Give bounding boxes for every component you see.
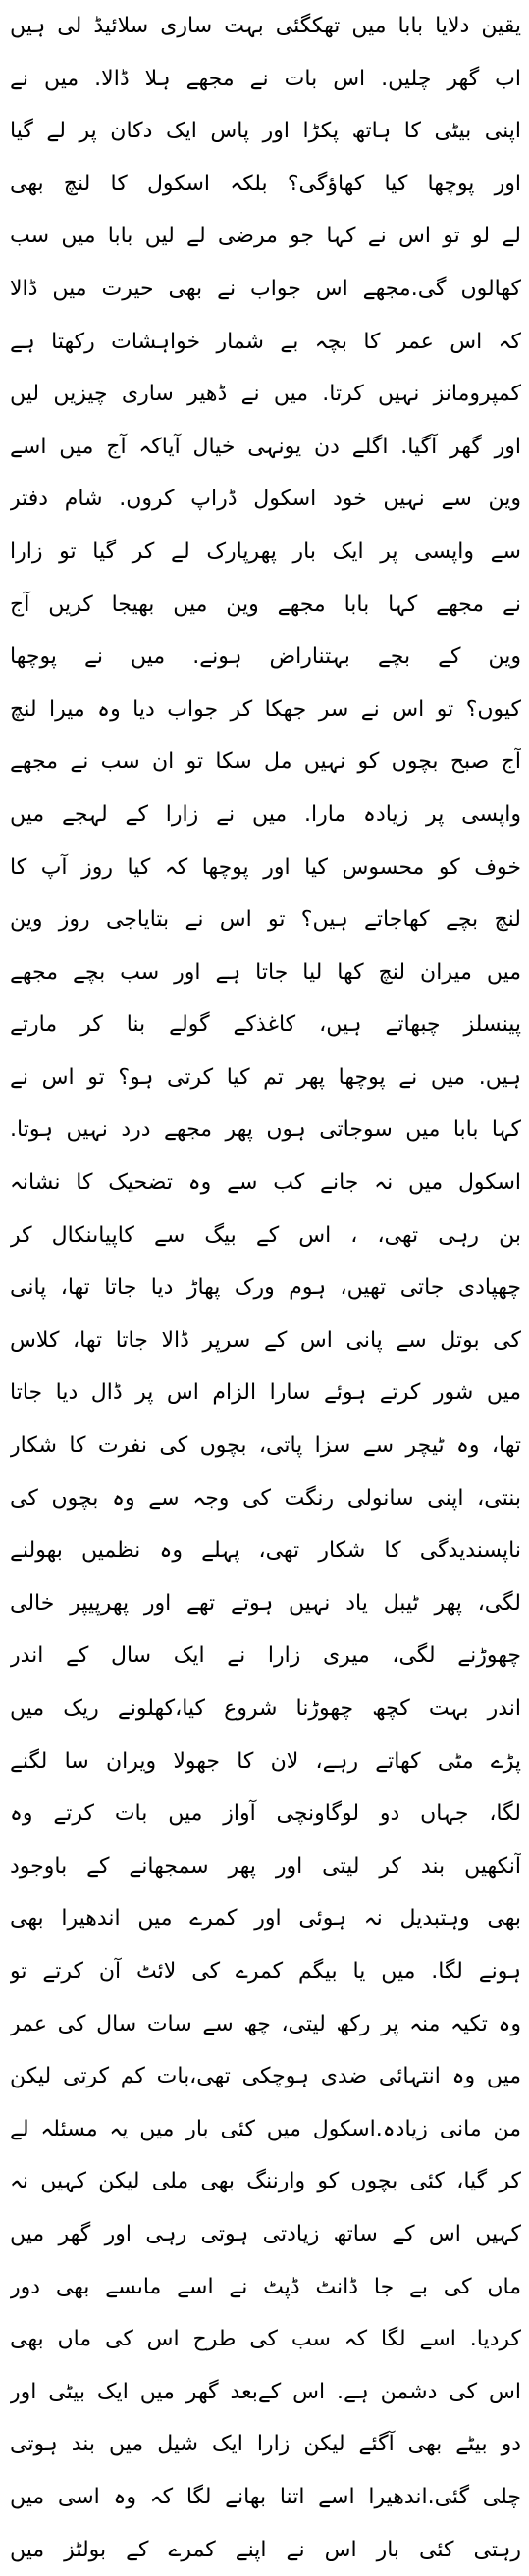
text-line: اور پوچھا کیا کھاؤگی؟ بلکہ اسکول کا لنچ بھی (10, 158, 521, 211)
text-line: اب گھر چلیں. اس بات نے مجھے ہلا ڈالا. میں نے (10, 53, 521, 106)
text-line: وہ تکیہ منہ پر رکھ لیتی، چھ سے سات سال کی عمر (10, 1998, 521, 2051)
text-line: کمپرومانز نہیں کرتا. میں نے ڈھیر ساری چیزیں لیں (10, 368, 521, 421)
text-line: وین سے نہیں خود اسکول ڈراپ کروں. شام دفتر (10, 473, 521, 526)
text-line: کہیں اس کے ساتھ زیادتی ہوتی رہی اور گھر میں (10, 2208, 521, 2261)
text-line: کر گیا، کئی بچوں کو وارننگ بھی ملی لیکن کہیں نہ (10, 2155, 521, 2208)
text-line: کھالوں گی.مجھے اس جواب نے بھی حیرت میں ڈالا (10, 263, 521, 316)
text-line: ہیں. میں نے پوچھا پھر تم کیا کرتی ہو؟ تو اس نے (10, 1052, 521, 1105)
text-line: پڑے مٹی کھاتے رہے، لان کا جھولا ویران سا لگنے (10, 1735, 521, 1788)
text-line: میں وہ انتہائی ضدی ہوچکی تھی،بات کم کرتی لیکن (10, 2050, 521, 2103)
text-line: چھوڑنے لگی، میری زارا نے ایک سال کے اندر (10, 1629, 521, 1682)
text-line: دو بیٹے بھی آگئے لیکن زارا ایک شیل میں بند ہوتی (10, 2418, 521, 2471)
text-line: نے مجھے کہا بابا مجھے وین میں بھیجا کریں آج (10, 579, 521, 632)
text-line: اور گھر آگیا. اگلے دن یونہی خیال آیاکہ آج میں اسے (10, 421, 521, 474)
urdu-text-body (10, 0, 521, 2576)
text-line: ہونے لگا. میں یا بیگم کمرے کی لائٹ آن کرتے تو (10, 1945, 521, 1998)
text-line: کیوں؟ تو اس نے سر جھکا کر جواب دیا وہ میرا لنچ (10, 684, 521, 737)
text-line: بنتی، اپنی سانولی رنگت کی وجہ سے وہ بچوں کی (10, 1472, 521, 1525)
text-line: بھی وہتبدیل نہ ہوئی اور کمرے میں اندھیرا بھی (10, 1892, 521, 1945)
text-line: سے واپسی پر ایک بار پھرپارک لے کر گیا تو زارا (10, 526, 521, 579)
text-line: یقین دلایا بابا میں تھکگئی بہت ساری سلائیڈ لی ہیں (10, 0, 521, 53)
text-line: بن رہی تھی، ، اس کے بیگ سے کاپیاںنکال کر (10, 1210, 521, 1262)
text-line: پینسلز چبھاتے ہیں، کاغذکے گولے بنا کر مارتے (10, 999, 521, 1052)
text-line: لنچ بچے کھاجاتے ہیں؟ تو اس نے بتایاجی روز وین (10, 894, 521, 947)
text-line: آنکھیں بند کر لیتی اور پھر سمجھانے کے باوجود (10, 1840, 521, 1893)
text-line: اپنی بیٹی کا ہاتھ پکڑا اور پاس ایک دکان پر لے گیا (10, 105, 521, 158)
text-line: آج صبح بچوں کو نہیں مل سکا تو ان سب نے مجھے (10, 736, 521, 789)
text-line: میں میران لنچ کھا لیا جاتا ہے اور سب بچے مجھے (10, 947, 521, 1000)
text-line: رہتی کئی بار اس نے اپنے کمرے کے بولٹز میں (10, 2524, 521, 2576)
text-line: میں شور کرتے ہوئے سارا الزام اس پر ڈال دیا جاتا (10, 1366, 521, 1419)
text-line: لگا، جہاں دو لوگاونچی آواز میں بات کرتے وہ (10, 1787, 521, 1840)
text-line: تھا، وہ ٹیچر سے سزا پاتی، بچوں کی نفرت کا شکار (10, 1419, 521, 1472)
text-line: خوف کو محسوس کیا اور پوچھا کہ کیا روز آپ کا (10, 842, 521, 895)
text-line: لے لو تو اس نے کہا جو مرضی لے لیں بابا میں سب (10, 210, 521, 263)
text-line: ماں کی بے جا ڈانٹ ڈپٹ نے اسے ماںسے بھی دور (10, 2261, 521, 2314)
text-line: ناپسندیدگی کا شکار تھی، پہلے وہ نظمیں بھولنے (10, 1524, 521, 1577)
text-line: کردیا. اسے لگا کہ سب کی طرح اس کی ماں بھی (10, 2313, 521, 2366)
text-line: چھپادی جاتی تھیں، ہوم ورک پھاڑ دیا جاتا تھا، پانی (10, 1262, 521, 1314)
text-line: کہ اس عمر کا بچہ بے شمار خواہشات رکھتا ہے (10, 316, 521, 369)
text-line: واپسی پر زیادہ مارا. میں نے زارا کے لہجے میں (10, 789, 521, 842)
text-line: کہا بابا میں سوجاتی ہوں پھر مجھے درد نہیں ہوتا. (10, 1104, 521, 1157)
text-line: چلی گئی.اندھیرا اسے اتنا بھانے لگا کہ وہ اسی میں (10, 2471, 521, 2524)
text-line: من مانی زیادہ.اسکول میں کئی بار میں یہ مسئلہ لے (10, 2103, 521, 2156)
text-line: اندر بہت کچھ چھوڑنا شروع کیا،کھلونے ریک میں (10, 1682, 521, 1735)
text-line: لگی، پھر ٹیبل یاد نہیں ہوتے تھے اور پھرپیپر خالی (10, 1577, 521, 1630)
text-line: اسکول میں نہ جانے کب سے وہ تضحیک کا نشانہ (10, 1157, 521, 1210)
text-line: وین کے بچے بہتناراض ہونے. میں نے پوچھا (10, 631, 521, 684)
text-line: اس کی دشمن ہے. اس کےبعد گھر میں ایک بیٹی اور (10, 2366, 521, 2419)
text-line: کی بوتل سے پانی اس کے سرپر ڈالا جاتا تھا، کلاس (10, 1314, 521, 1367)
